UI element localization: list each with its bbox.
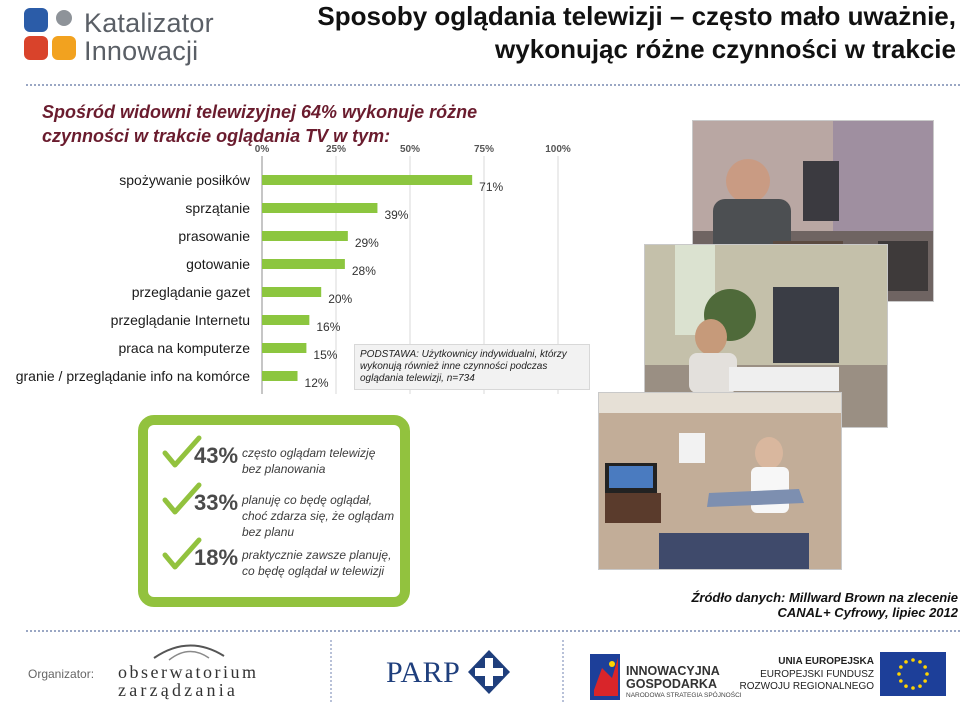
value-label: 29% bbox=[354, 236, 379, 250]
base-note-line2: wykonują również inne czynności podczas bbox=[360, 361, 548, 372]
chart-subtitle-line2: czynności w trakcie oglądania TV w tym: bbox=[42, 126, 391, 146]
viewing-style-percent: 43% bbox=[194, 443, 239, 468]
footer-separator bbox=[330, 640, 332, 702]
innowacyjna-gospodarka-flag-icon bbox=[590, 654, 622, 700]
obserwatorium-swoosh-icon bbox=[114, 638, 264, 664]
eu-star-icon bbox=[904, 660, 908, 664]
viewing-style-text: często oglądam telewizję bez planowania bbox=[242, 446, 376, 476]
logo-text-line2: Innowacji bbox=[84, 36, 199, 66]
data-source-line1: Źródło danych: Millward Brown na zlecenie bbox=[691, 590, 958, 605]
value-label: 28% bbox=[351, 264, 376, 278]
category-label: spożywanie posiłków bbox=[119, 172, 250, 188]
katalizator-logo-icon bbox=[22, 6, 78, 62]
base-note-line3: oglądania telewizji, n=734 bbox=[360, 373, 475, 384]
eu-star-icon bbox=[911, 686, 915, 690]
bar bbox=[262, 175, 472, 185]
x-tick-label: 25% bbox=[325, 144, 347, 155]
innowacyjna-text: INNOWACYJNA bbox=[626, 664, 720, 678]
data-source-line2: CANAL+ Cyfrowy, lipiec 2012 bbox=[777, 605, 958, 620]
bar bbox=[262, 371, 298, 381]
x-tick-label: 50% bbox=[399, 144, 421, 155]
bar bbox=[262, 259, 345, 269]
viewing-style-percent: 33% bbox=[194, 490, 239, 515]
bar bbox=[262, 315, 309, 325]
value-label: 20% bbox=[328, 292, 353, 306]
parp-text: PARP bbox=[386, 656, 461, 689]
category-label: praca na komputerze bbox=[118, 340, 250, 356]
eu-star-icon bbox=[899, 679, 903, 683]
photo-ironing bbox=[598, 392, 842, 570]
eu-star-icon bbox=[897, 672, 901, 676]
category-label: przeglądanie gazet bbox=[131, 284, 250, 300]
strategia-text: NARODOWA STRATEGIA SPÓJNOŚCI bbox=[626, 692, 742, 699]
eu-text-line1: UNIA EUROPEJSKA bbox=[778, 656, 874, 667]
parp-logo bbox=[386, 648, 516, 700]
category-label: prasowanie bbox=[178, 228, 250, 244]
header-divider bbox=[26, 84, 960, 86]
obserwatorium-logo bbox=[114, 638, 264, 700]
photo-ironing-illustration bbox=[599, 393, 842, 570]
viewing-style-text: planuję co będę oglądał, choć zdarza się, że oglądam bez planu bbox=[242, 493, 395, 539]
x-tick-label: 0% bbox=[254, 144, 270, 155]
eu-star-icon bbox=[923, 665, 927, 669]
footer-divider bbox=[26, 630, 960, 632]
x-tick-label: 100% bbox=[545, 144, 571, 155]
eu-star-icon bbox=[899, 665, 903, 669]
bar bbox=[262, 203, 377, 213]
eu-fund-logo bbox=[739, 652, 954, 702]
value-label: 16% bbox=[316, 320, 341, 334]
base-note-line1: PODSTAWA: Użytkownicy indywidualni, którzy bbox=[360, 349, 567, 360]
page-title bbox=[256, 0, 956, 66]
value-label: 71% bbox=[479, 180, 504, 194]
bar bbox=[262, 343, 306, 353]
katalizator-logo bbox=[22, 6, 232, 66]
eu-text-line2: EUROPEJSKI FUNDUSZ bbox=[760, 669, 874, 680]
eu-star-icon bbox=[904, 684, 908, 688]
obserwatorium-text: obserwatorium bbox=[118, 662, 259, 682]
eu-star-icon bbox=[911, 658, 915, 662]
eu-flag-icon bbox=[880, 652, 946, 696]
x-tick-label: 75% bbox=[473, 144, 495, 155]
data-source bbox=[638, 590, 958, 620]
category-label: gotowanie bbox=[186, 256, 250, 272]
organizer-label: Organizator: bbox=[28, 667, 95, 681]
innowacyjna-gospodarka-logo bbox=[590, 648, 740, 702]
viewing-style-percent: 18% bbox=[194, 545, 239, 570]
category-label: przeglądanie Internetu bbox=[110, 312, 250, 328]
value-label: 15% bbox=[313, 348, 338, 362]
value-label: 39% bbox=[384, 208, 409, 222]
eu-star-icon bbox=[918, 684, 922, 688]
eu-star-icon bbox=[925, 672, 929, 676]
logo-text-line1: Katalizator bbox=[84, 8, 214, 38]
category-label: sprzątanie bbox=[185, 200, 250, 216]
chart-subtitle-line1: Spośród widowni telewizyjnej 64% wykonuje różne bbox=[42, 102, 478, 122]
zarzadzania-text: zarządzania bbox=[118, 680, 239, 700]
value-label: 12% bbox=[304, 376, 329, 390]
page-title-line1: Sposoby oglądania telewizji – często mało uważnie, bbox=[317, 1, 956, 31]
eu-star-icon bbox=[923, 679, 927, 683]
eu-star-icon bbox=[918, 660, 922, 664]
parp-cross-icon bbox=[466, 648, 512, 696]
eu-text-line3: ROZWOJU REGIONALNEGO bbox=[739, 681, 874, 692]
footer-separator bbox=[562, 640, 564, 702]
base-note bbox=[354, 344, 590, 390]
bar bbox=[262, 231, 348, 241]
gospodarka-text: GOSPODARKA bbox=[626, 677, 717, 691]
category-label: granie / przeglądanie info na komórce bbox=[15, 368, 250, 384]
page-title-line2: wykonując różne czynności w trakcie bbox=[495, 34, 956, 64]
bar bbox=[262, 287, 321, 297]
viewing-styles-box bbox=[138, 415, 410, 607]
viewing-style-text: praktycznie zawsze planuję, co będę oglądał w telewizji bbox=[242, 548, 392, 578]
